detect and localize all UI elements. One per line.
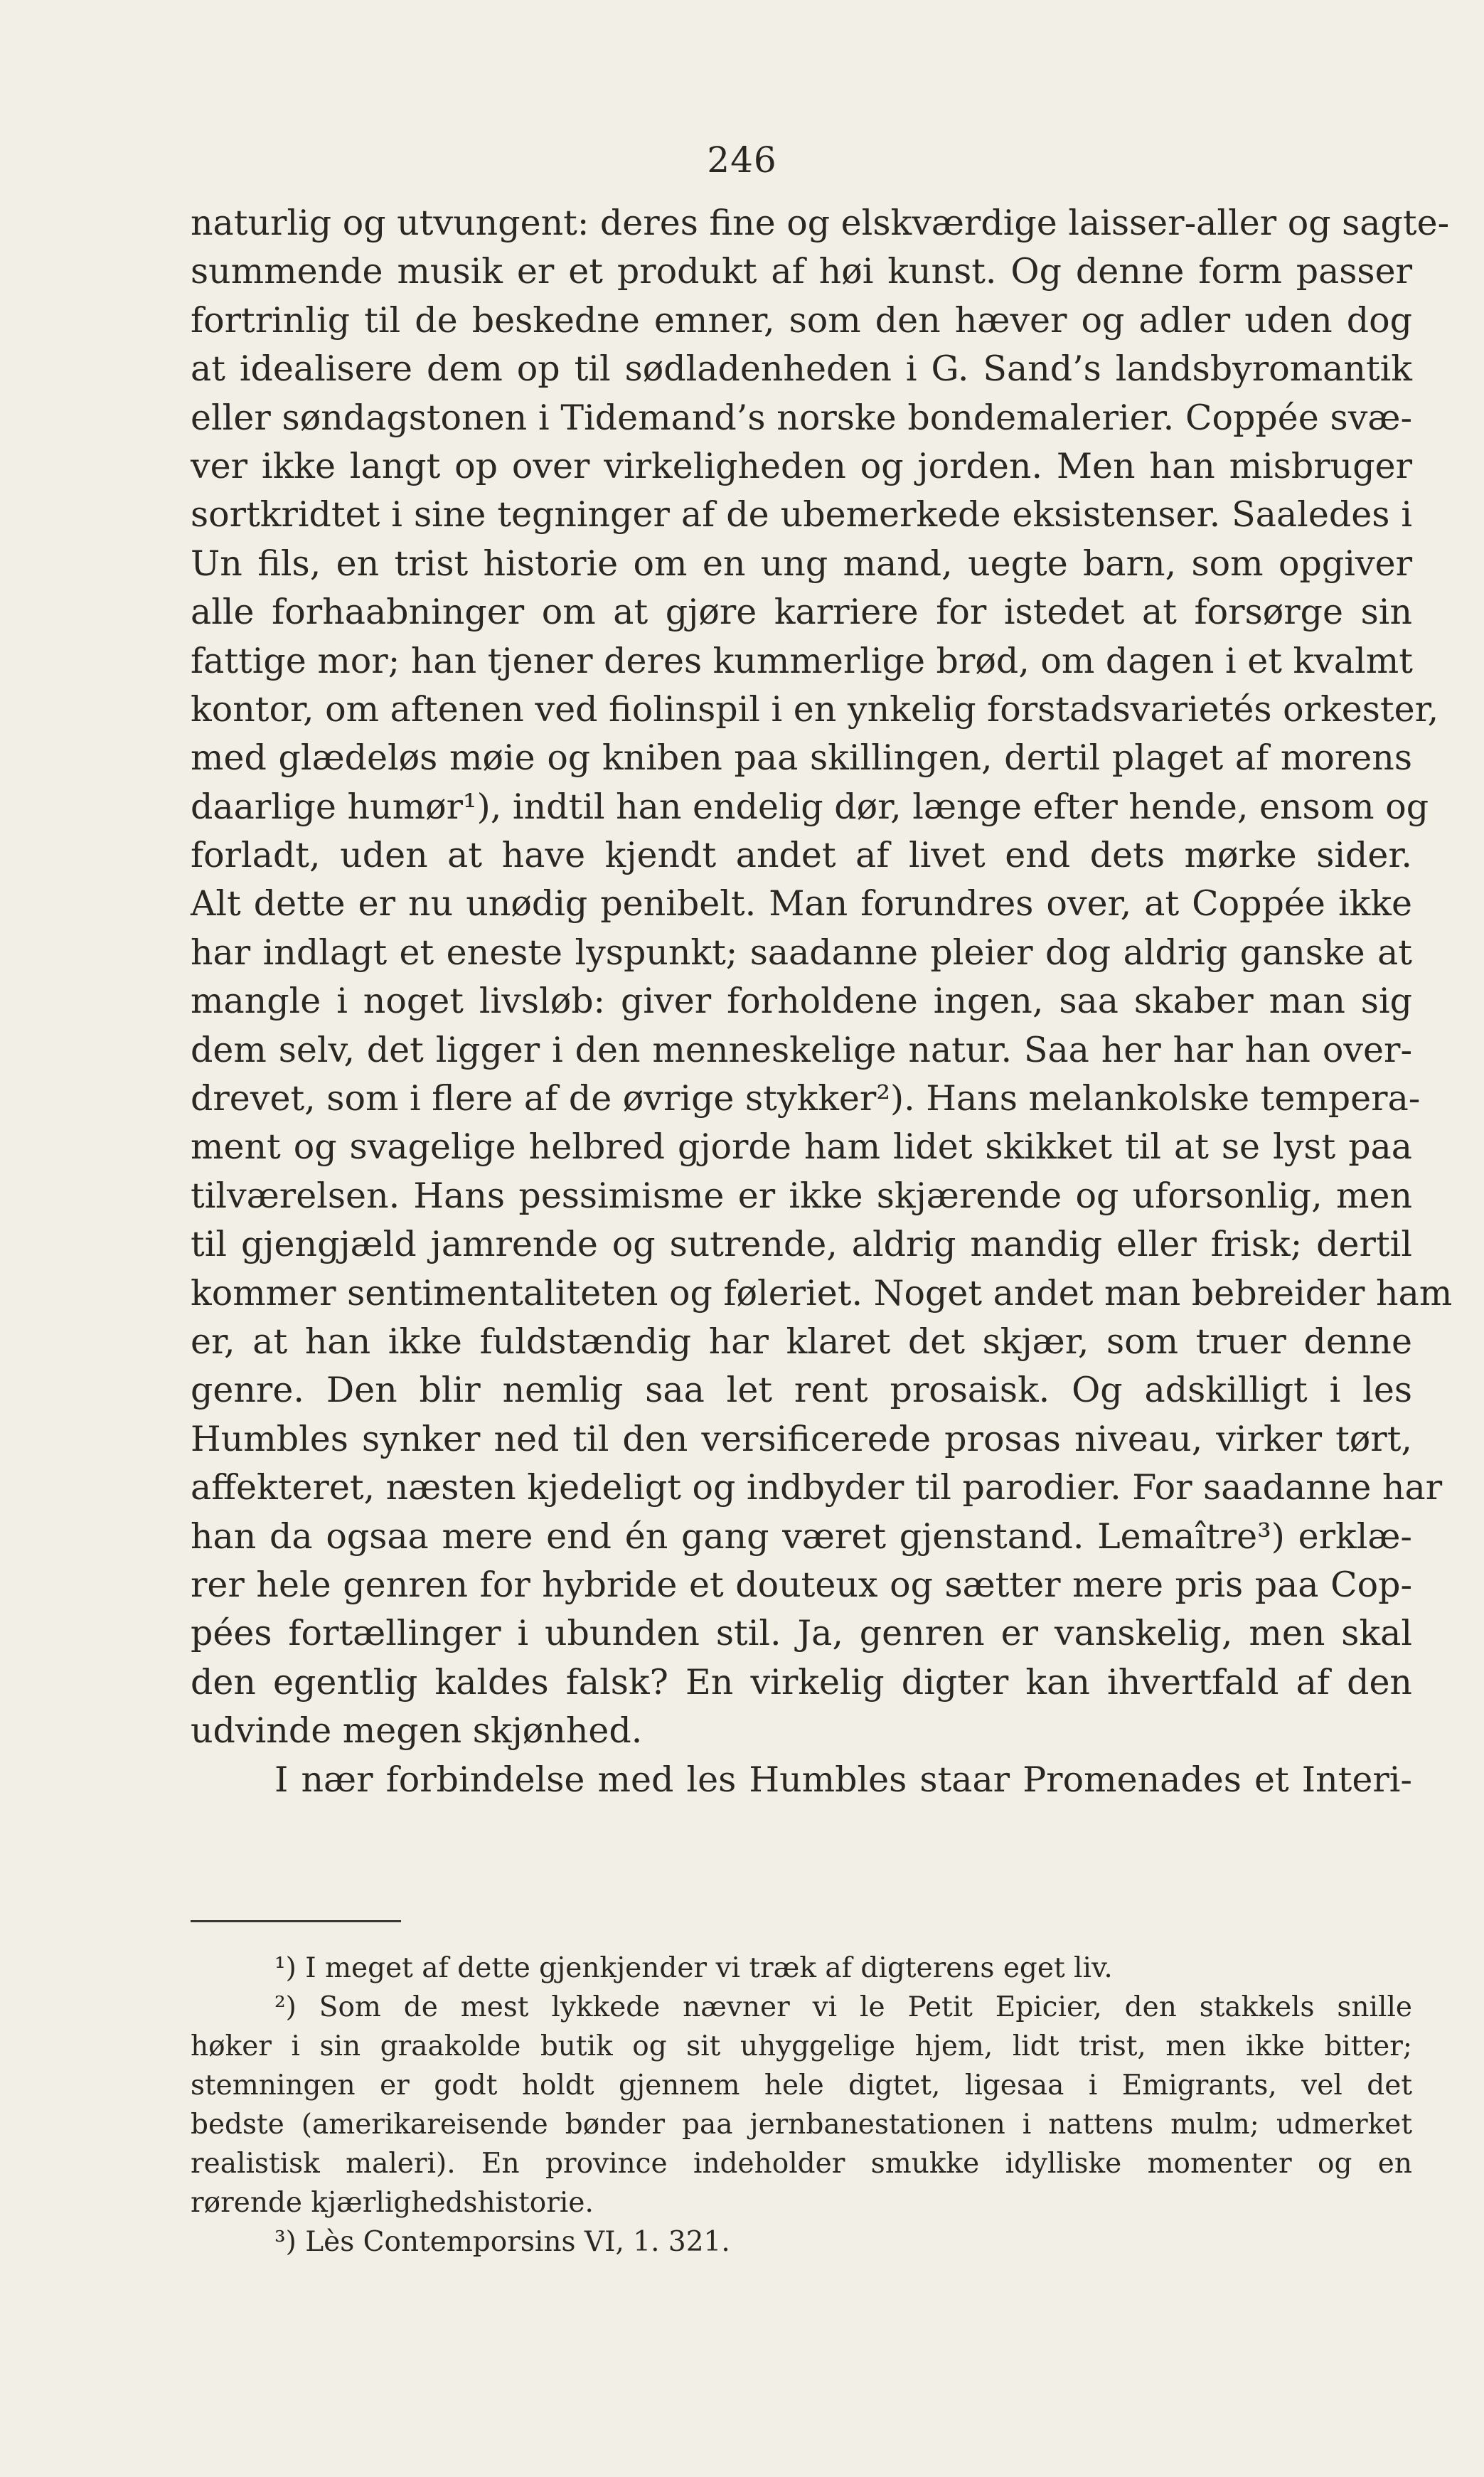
text-line: kommer sentimentaliteten og føleriet. Noget andet man bebreider ham — [191, 1272, 1453, 1314]
text-line: drevet, som i flere af de øvrige stykker²). Hans melankolske tempera- — [191, 1078, 1421, 1119]
text-line: mangle i noget livsløb: giver forholdene ingen, saa skaber man sig — [191, 981, 1412, 1022]
text-line: eller søndagstonen i Tidemand’s norske bondemalerier. Coppée svæ- — [191, 397, 1412, 438]
text-line: med glædeløs møie og kniben paa skillingen, dertil plaget af morens — [191, 737, 1412, 779]
footnotes — [191, 1949, 1412, 2262]
footnote-line: bedste (amerikareisende bønder paa jernbanestationen i nattens mulm; udmerket — [191, 2109, 1412, 2141]
text-line: summende musik er et produkt af høi kunst. Og denne form passer — [191, 251, 1412, 292]
text-line: tilværelsen. Hans pessimisme er ikke skjærende og uforsonlig, men — [191, 1175, 1412, 1216]
text-line: han da ogsaa mere end én gang været gjenstand. Lemaître³) erklæ- — [191, 1516, 1412, 1557]
footnote-line: stemningen er godt holdt gjennem hele digtet, ligesaa i Emigrants, vel det — [191, 2070, 1412, 2102]
text-line: Un fils, en trist historie om en ung mand, uegte barn, som opgiver — [191, 543, 1412, 584]
text-line: ment og svagelige helbred gjorde ham lidet skikket til at se lyst paa — [191, 1126, 1412, 1168]
text-line: Humbles synker ned til den versificerede prosas niveau, virker tørt, — [191, 1418, 1412, 1459]
text-line: ver ikke langt op over virkeligheden og jorden. Men han misbruger — [191, 445, 1412, 486]
text-line: den egentlig kaldes falsk? En virkelig digter kan ihvertfald af den — [191, 1661, 1412, 1703]
text-line: sortkridtet i sine tegninger af de ubemerkede eksistenser. Saaledes i — [191, 494, 1412, 536]
text-line: fattige mor; han tjener deres kummerlige brød, om dagen i et kvalmt — [191, 640, 1413, 681]
footnote-separator — [191, 1920, 401, 1922]
text-line: til gjengjæld jamrende og sutrende, aldrig mandig eller frisk; dertil — [191, 1224, 1412, 1265]
text-line: er, at han ikke fuldstændig har klaret det skjær, som truer denne — [191, 1321, 1412, 1362]
text-line: pées fortællinger i ubunden stil. Ja, genren er vanskelig, men skal — [191, 1613, 1412, 1654]
text-line: kontor, om aftenen ved fiolinspil i en ynkelig forstadsvarietés orkester, — [191, 688, 1439, 730]
body-text — [191, 199, 1453, 1804]
text-line: at idealisere dem op til sødladenheden i G. Sand’s landsbyromantik — [191, 348, 1412, 390]
page-number: 246 — [707, 139, 777, 181]
text-line: fortrinlig til de beskedne emner, som den hæver og adler uden dog — [191, 299, 1412, 341]
footnote-line: ¹) I meget af dette gjenkjender vi træk af digterens eget liv. — [274, 1952, 1113, 1984]
footnote-line: realistisk maleri). En province indeholder smukke idylliske momenter og en — [191, 2148, 1412, 2180]
text-line: alle forhaabninger om at gjøre karriere for istedet at forsørge sin — [191, 592, 1412, 633]
text-line: forladt, uden at have kjendt andet af livet end dets mørke sider. — [191, 835, 1412, 876]
footnote-line: ²) Som de mest lykkede nævner vi le Petit Epicier, den stakkels snille — [274, 1991, 1412, 2023]
text-line: genre. Den blir nemlig saa let rent prosaisk. Og adskilligt i les — [191, 1370, 1412, 1411]
footnote-line: ³) Lès Contemporsins VI, 1. 321. — [274, 2226, 730, 2258]
text-line: naturlig og utvungent: deres fine og elskværdige laisser-aller og sagte- — [191, 203, 1450, 243]
text-line: rer hele genren for hybride et douteux og sætter mere pris paa Cop- — [191, 1564, 1412, 1605]
text-line: har indlagt et eneste lyspunkt; saadanne pleier dog aldrig ganske at — [191, 932, 1412, 973]
text-line: affekteret, næsten kjedeligt og indbyder til parodier. For saadanne har — [191, 1467, 1443, 1508]
text-line: I nær forbindelse med les Humbles staar Promenades et Interi- — [274, 1759, 1412, 1800]
text-line: dem selv, det ligger i den menneskelige natur. Saa her har han over- — [191, 1029, 1412, 1070]
footnote-line: høker i sin graakolde butik og sit uhyggelige hjem, lidt trist, men ikke bitter; — [191, 2030, 1412, 2062]
text-line: Alt dette er nu unødig penibelt. Man forundres over, at Coppée ikke — [191, 883, 1412, 925]
text-line: udvinde megen skjønhed. — [191, 1710, 643, 1752]
footnote-line: rørende kjærlighedshistorie. — [191, 2187, 594, 2219]
text-line: daarlige humør¹), indtil han endelig dør, længe efter hende, ensom og — [191, 786, 1429, 827]
